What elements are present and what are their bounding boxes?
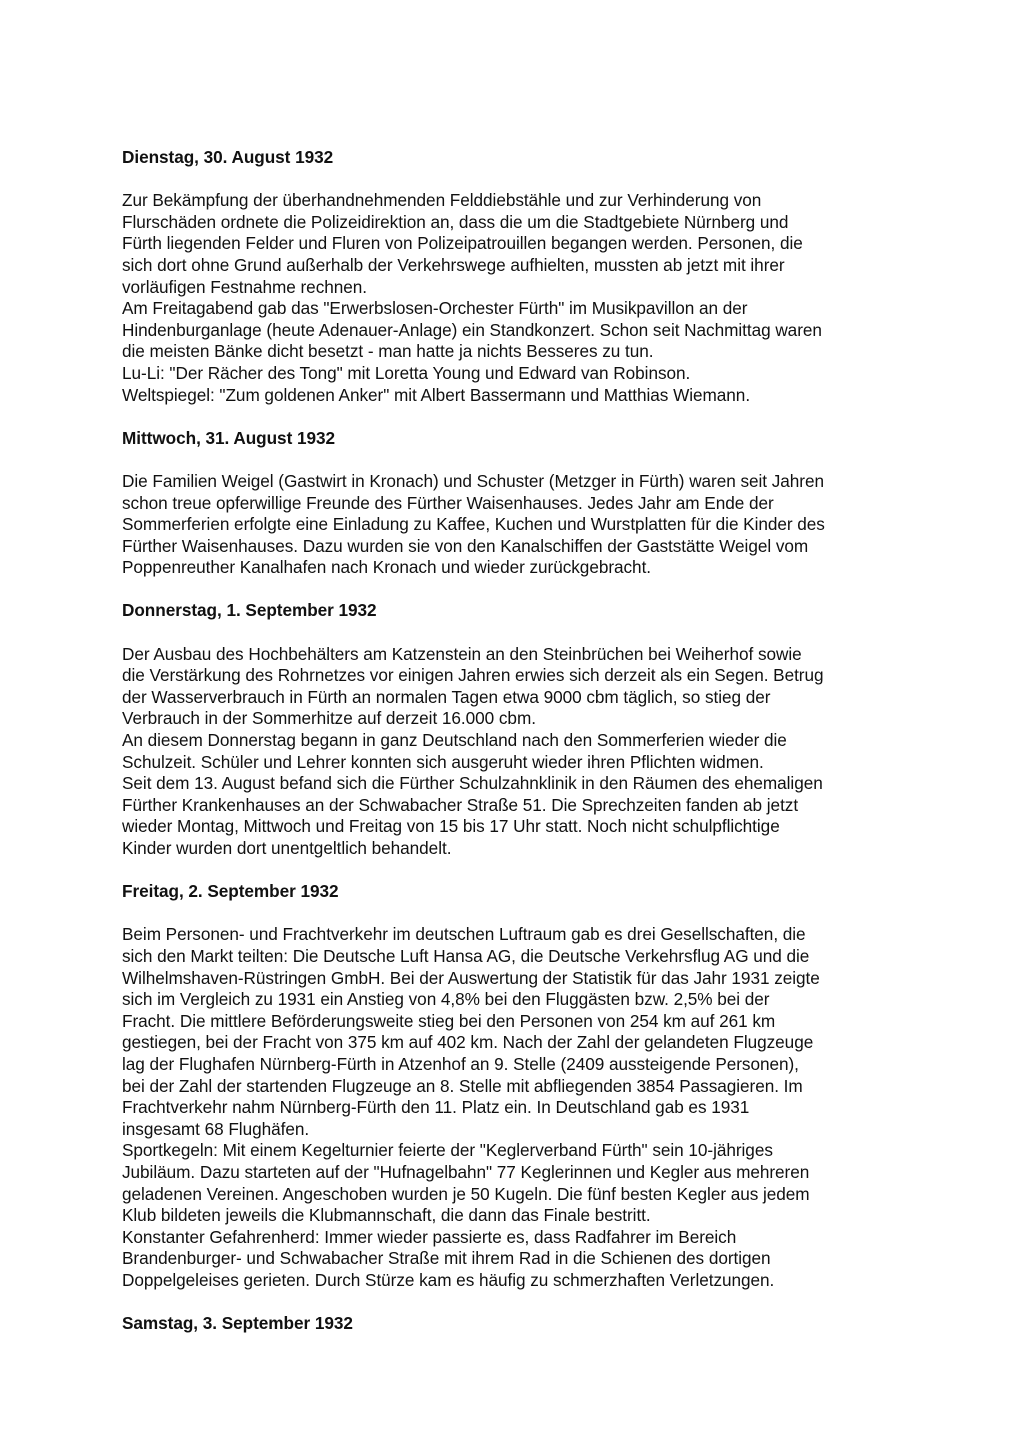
text-line: Jubiläum. Dazu starteten auf der "Hufnagelbahn" 77 Keglerinnen und Kegler aus mehreren (122, 1161, 810, 1182)
entry-paragraph (122, 363, 912, 385)
text-line: schon treue opferwillige Freunde des Fürther Waisenhauses. Jedes Jahr am Ende der (122, 492, 774, 513)
entry-date-heading: Dienstag, 30. August 1932 (122, 147, 334, 167)
entry-paragraph (122, 1227, 912, 1292)
entry-paragraph (122, 385, 912, 407)
text-line: Flurschäden ordnete die Polizeidirektion an, dass die um die Stadtgebiete Nürnberg und (122, 211, 789, 232)
text-line: geladenen Vereinen. Angeschoben wurden je 50 Kugeln. Die fünf besten Kegler aus jedem (122, 1183, 810, 1204)
text-line: sich den Markt teilten: Die Deutsche Luft Hansa AG, die Deutsche Verkehrsflug AG und die (122, 945, 810, 966)
text-line: vorläufigen Festnahme rechnen. (122, 276, 367, 297)
text-line: Doppelgeleises gerieten. Durch Stürze kam es häufig zu schmerzhaften Verletzungen. (122, 1269, 775, 1290)
diary-entry (122, 1313, 912, 1335)
document-page (122, 147, 912, 1356)
diary-entry (122, 428, 912, 579)
text-line: Brandenburger- und Schwabacher Straße mit ihrem Rad in die Schienen des dortigen (122, 1248, 771, 1269)
text-line: die meisten Bänke dicht besetzt - man hatte ja nichts Besseres zu tun. (122, 341, 654, 362)
entry-paragraph (122, 730, 912, 773)
entry-date-heading: Freitag, 2. September 1932 (122, 881, 339, 902)
entry-paragraph (122, 471, 912, 579)
entry-paragraph (122, 773, 912, 859)
text-line: Lu-Li: "Der Rächer des Tong" mit Loretta Young und Edward van Robinson. (122, 362, 691, 383)
text-line: Fürther Waisenhauses. Dazu wurden sie von den Kanalschiffen der Gaststätte Weigel vom (122, 535, 809, 556)
text-line: Konstanter Gefahrenherd: Immer wieder passierte es, dass Radfahrer im Bereich (122, 1226, 737, 1247)
text-line: wieder Montag, Mittwoch und Freitag von 15 bis 17 Uhr statt. Noch nicht schulpflichtige (122, 816, 780, 837)
entry-paragraph (122, 924, 912, 1140)
entry-date-heading: Mittwoch, 31. August 1932 (122, 427, 335, 448)
text-line: Sportkegeln: Mit einem Kegelturnier feierte der "Keglerverband Fürth" sein 10-jähriges (122, 1140, 773, 1161)
text-line: Klub bildeten jeweils die Klubmannschaft, die dann das Finale bestritt. (122, 1205, 651, 1226)
text-line: die Verstärkung des Rohrnetzes vor einigen Jahren erwies sich derzeit als ein Segen. Betrug (122, 665, 824, 686)
entry-paragraph (122, 1140, 912, 1226)
entry-paragraph (122, 190, 912, 298)
text-line: lag der Flughafen Nürnberg-Fürth in Atzenhof an 9. Stelle (2409 aussteigende Personen), (122, 1053, 799, 1074)
text-line: Am Freitagabend gab das "Erwerbslosen-Orchester Fürth" im Musikpavillon an der (122, 298, 748, 319)
text-line: Zur Bekämpfung der überhandnehmenden Felddiebstähle und zur Verhinderung von (122, 190, 762, 211)
text-line: der Wasserverbrauch in Fürth an normalen Tagen etwa 9000 cbm täglich, so stieg der (122, 686, 771, 707)
diary-entry (122, 147, 912, 406)
text-line: An diesem Donnerstag begann in ganz Deutschland nach den Sommerferien wieder die (122, 730, 787, 751)
text-line: Hindenburganlage (heute Adenauer-Anlage) ein Standkonzert. Schon seit Nachmittag waren (122, 319, 822, 340)
entry-date-heading: Samstag, 3. September 1932 (122, 1313, 353, 1334)
text-line: Sommerferien erfolgte eine Einladung zu Kaffee, Kuchen und Wurstplatten für die Kinder des (122, 514, 825, 535)
text-line: Wilhelmshaven-Rüstringen GmbH. Bei der Auswertung der Statistik für das Jahr 1931 zeigte (122, 967, 820, 988)
text-line: Die Familien Weigel (Gastwirt in Kronach) und Schuster (Metzger in Fürth) waren seit Jahren (122, 470, 825, 491)
text-line: Verbrauch in der Sommerhitze auf derzeit 16.000 cbm. (122, 708, 536, 729)
entry-paragraph (122, 298, 912, 363)
text-line: Frachtverkehr nahm Nürnberg-Fürth den 11. Platz ein. In Deutschland gab es 1931 (122, 1097, 750, 1118)
text-line: bei der Zahl der startenden Flugzeuge an 8. Stelle mit abfliegenden 3854 Passagieren. Im (122, 1075, 803, 1096)
text-line: sich dort ohne Grund außerhalb der Verkehrswege aufhielten, mussten ab jetzt mit ihrer (122, 254, 785, 275)
text-line: Seit dem 13. August befand sich die Fürther Schulzahnklinik in den Räumen des ehemaligen (122, 773, 823, 794)
entry-date-heading: Donnerstag, 1. September 1932 (122, 600, 377, 621)
text-line: sich im Vergleich zu 1931 ein Anstieg von 4,8% bei den Fluggästen bzw. 2,5% bei der (122, 989, 770, 1010)
entry-paragraph (122, 644, 912, 730)
text-line: Beim Personen- und Frachtverkehr im deutschen Luftraum gab es drei Gesellschaften, die (122, 924, 806, 945)
text-line: Der Ausbau des Hochbehälters am Katzenstein an den Steinbrüchen bei Weiherhof sowie (122, 643, 802, 664)
text-line: Fracht. Die mittlere Beförderungsweite stieg bei den Personen von 254 km auf 261 km (122, 1010, 776, 1031)
text-line: Kinder wurden dort unentgeltlich behandelt. (122, 838, 452, 858)
text-line: Fürther Krankenhauses an der Schwabacher Straße 51. Die Sprechzeiten fanden ab jetzt (122, 794, 799, 815)
diary-entry (122, 600, 912, 859)
diary-entry (122, 881, 912, 1291)
text-line: Fürth liegenden Felder und Fluren von Polizeipatrouillen begangen werden. Personen, die (122, 233, 803, 254)
text-line: Schulzeit. Schüler und Lehrer konnten sich ausgeruht wieder ihren Pflichten widmen. (122, 751, 764, 772)
text-line: insgesamt 68 Flughäfen. (122, 1118, 310, 1139)
text-line: Weltspiegel: "Zum goldenen Anker" mit Albert Bassermann und Matthias Wiemann. (122, 384, 751, 405)
text-line: gestiegen, bei der Fracht von 375 km auf 402 km. Nach der Zahl der gelandeten Flugzeuge (122, 1032, 814, 1053)
text-line: Poppenreuther Kanalhafen nach Kronach und wieder zurückgebracht. (122, 557, 652, 578)
